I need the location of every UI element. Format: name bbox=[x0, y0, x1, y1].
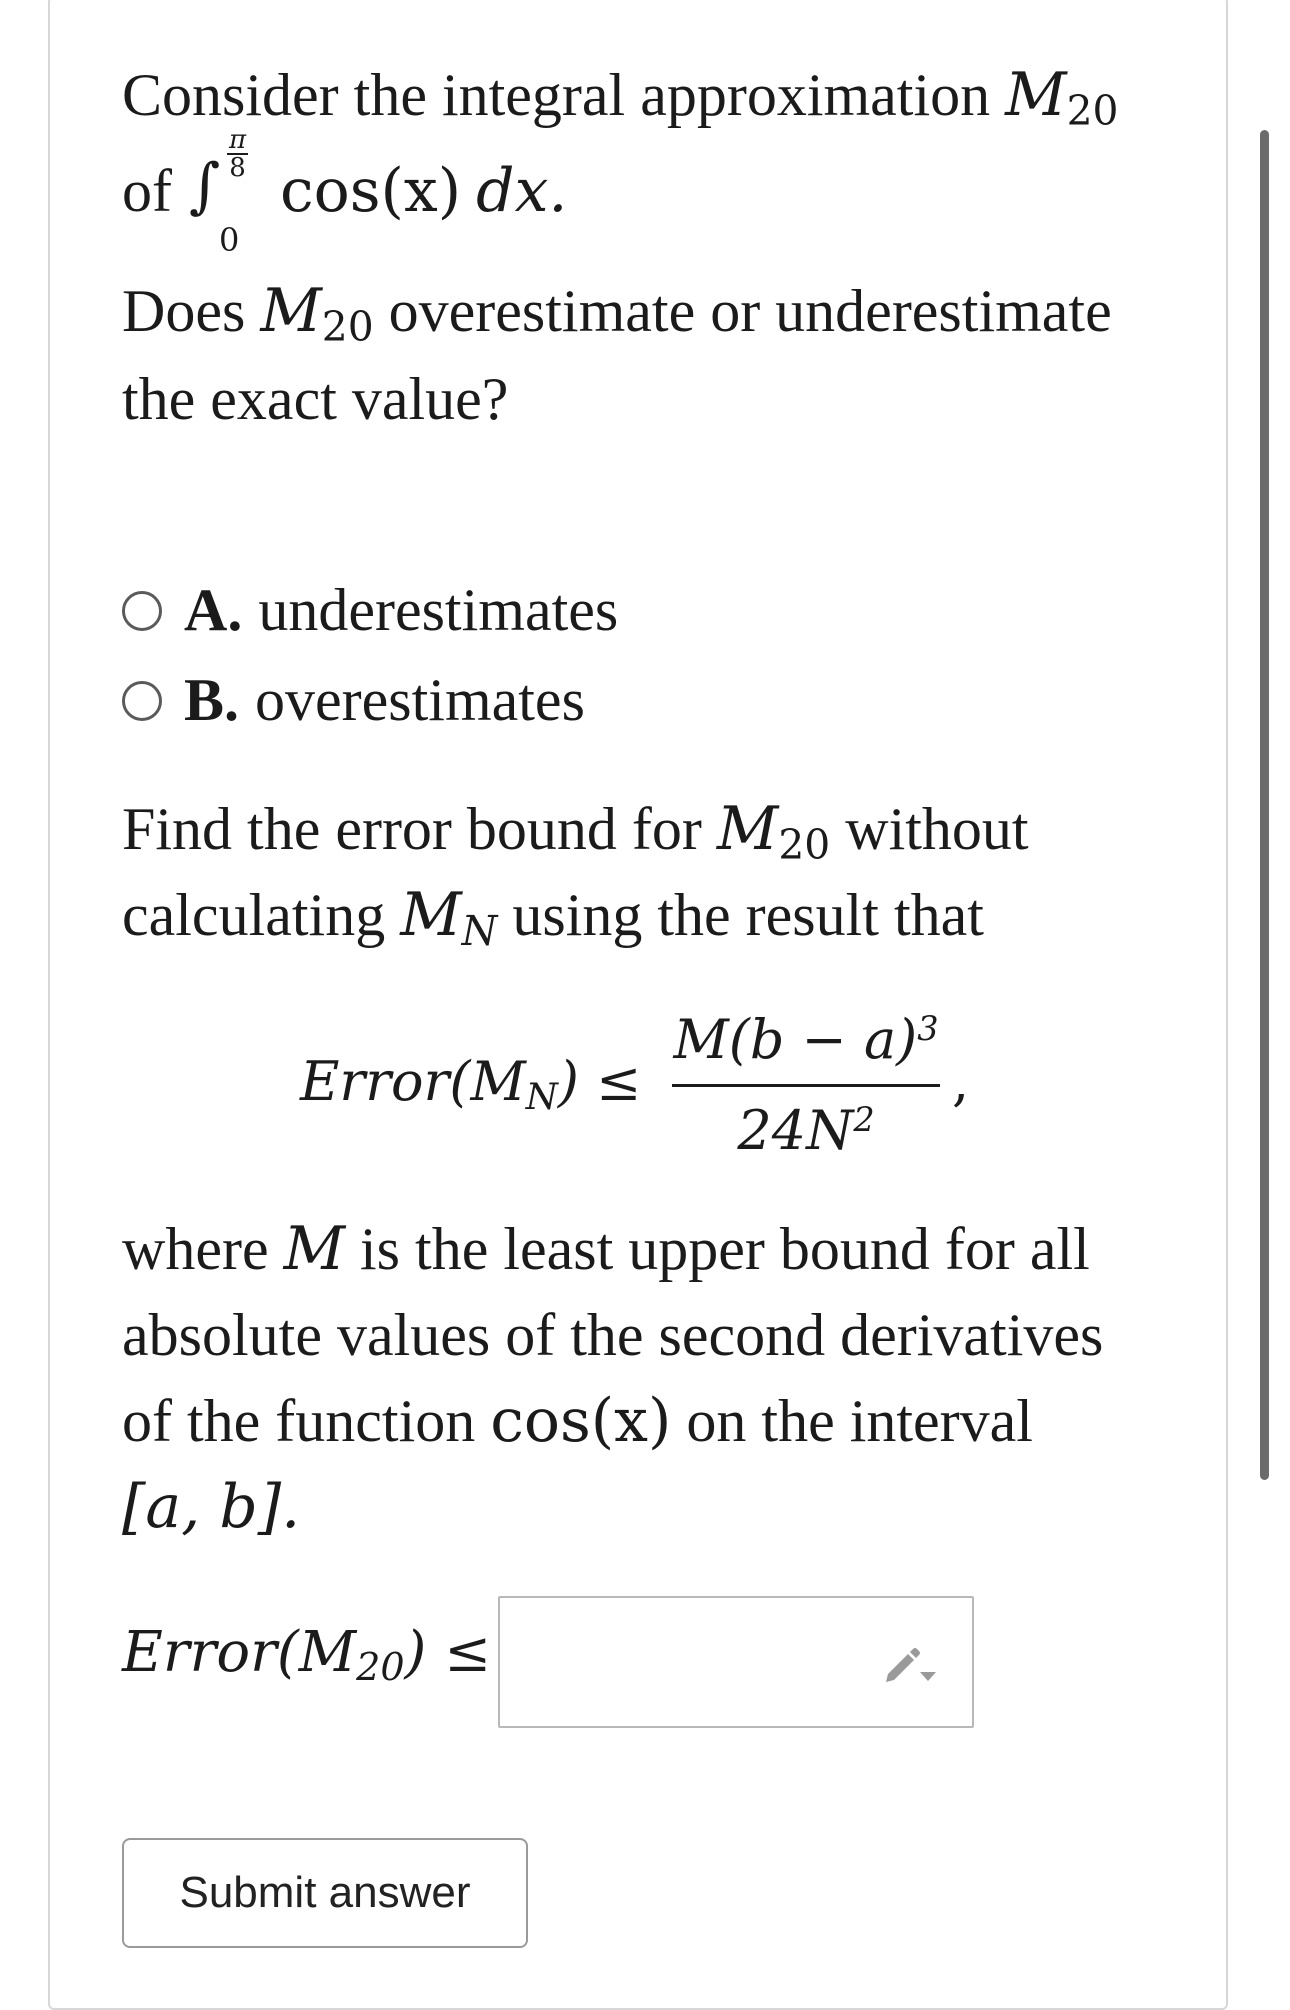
answer-label-close: ) ≤ bbox=[404, 1620, 492, 1685]
explanation-line2-text: absolute values of the second derivatives bbox=[122, 1302, 1104, 1368]
radio-button-b[interactable] bbox=[122, 681, 162, 721]
formula-lhs-close: ) ≤ bbox=[557, 1050, 642, 1113]
integral-sign: ∫ bbox=[188, 151, 221, 221]
part2-line2-prefix: calculating bbox=[122, 882, 386, 948]
part2-line1 bbox=[122, 786, 1172, 878]
intro-text: Consider the integral approximation bbox=[122, 62, 991, 128]
mn-symbol: M bbox=[400, 880, 462, 950]
option-a-letter: A. bbox=[184, 577, 243, 643]
option-a[interactable] bbox=[122, 576, 618, 645]
approx-symbol-2: M bbox=[260, 276, 322, 346]
definite-integral bbox=[187, 125, 265, 259]
integrand: cos(x) bbox=[279, 156, 462, 226]
mn-subscript: N bbox=[461, 906, 498, 955]
explanation-function: cos(x) bbox=[490, 1386, 672, 1456]
interval-text: [a, b]. bbox=[122, 1472, 301, 1542]
answer-label-sub: 20 bbox=[356, 1645, 405, 1690]
error-bound-input[interactable] bbox=[498, 1596, 974, 1728]
part1-question-line1 bbox=[122, 268, 1172, 360]
formula-comma: , bbox=[952, 1050, 970, 1113]
submit-answer-button[interactable]: Submit answer bbox=[122, 1838, 528, 1948]
approx-subscript-2: 20 bbox=[321, 302, 374, 351]
part1-mid: overestimate or underestimate bbox=[388, 278, 1112, 344]
option-b-label: overestimates bbox=[255, 667, 585, 733]
explanation-line1-suffix: is the least upper bound for all bbox=[360, 1216, 1090, 1282]
radio-button-a[interactable] bbox=[122, 591, 162, 631]
part2-line1-suffix: without bbox=[845, 796, 1029, 862]
answer-label-error: Error(M bbox=[122, 1620, 357, 1685]
explanation-line3-suffix: on the interval bbox=[686, 1388, 1033, 1454]
pencil-dropdown-icon[interactable] bbox=[882, 1642, 942, 1686]
option-a-label: underestimates bbox=[258, 577, 619, 643]
formula-denominator bbox=[672, 1091, 940, 1171]
lower-limit: 0 bbox=[218, 221, 240, 259]
of-word: of bbox=[122, 158, 172, 224]
explanation-prefix: where bbox=[122, 1216, 269, 1282]
part1-line2: the exact value? bbox=[122, 366, 509, 432]
explanation-m-symbol: M bbox=[283, 1214, 346, 1284]
question-intro-line1 bbox=[122, 52, 1172, 144]
formula-numerator bbox=[672, 1000, 940, 1080]
explanation-line2 bbox=[122, 1292, 1172, 1378]
part2-line2 bbox=[122, 872, 1172, 964]
upper-limit bbox=[227, 127, 248, 181]
explanation-line1 bbox=[122, 1206, 1172, 1292]
approx-symbol: M bbox=[1005, 60, 1067, 130]
error-bound-formula bbox=[300, 1000, 1000, 1170]
upper-limit-numerator: π bbox=[228, 125, 247, 155]
numerator-exponent: 3 bbox=[917, 1008, 939, 1048]
approx-symbol-3: M bbox=[716, 794, 779, 864]
approx-subscript: 20 bbox=[1066, 86, 1119, 135]
explanation-line3 bbox=[122, 1378, 1172, 1464]
option-b-letter: B. bbox=[184, 667, 240, 733]
part1-prefix: Does bbox=[122, 278, 246, 344]
denominator-exponent: 2 bbox=[853, 1099, 875, 1139]
explanation-line3-prefix: of the function bbox=[122, 1388, 476, 1454]
question-intro-line2 bbox=[122, 125, 1172, 259]
formula-lhs bbox=[300, 1050, 642, 1118]
formula-lhs-error: Error(M bbox=[300, 1050, 526, 1113]
formula-fraction bbox=[672, 1000, 940, 1171]
part2-line1-prefix: Find the error bound for bbox=[122, 796, 702, 862]
option-b[interactable] bbox=[122, 666, 585, 735]
approx-subscript-3: 20 bbox=[778, 820, 831, 869]
numerator-text: M(b − a) bbox=[673, 1008, 918, 1071]
explanation-line4 bbox=[122, 1464, 1172, 1550]
formula-lhs-sub: N bbox=[525, 1074, 558, 1118]
part2-line2-suffix: using the result that bbox=[512, 882, 984, 948]
denominator-text: 24N bbox=[737, 1099, 854, 1162]
upper-limit-denominator: 8 bbox=[229, 153, 246, 183]
part1-question-line2 bbox=[122, 356, 1172, 442]
fraction-bar bbox=[672, 1084, 940, 1087]
scrollbar[interactable] bbox=[1260, 130, 1269, 1480]
answer-label bbox=[122, 1620, 492, 1690]
differential: dx. bbox=[476, 156, 568, 226]
